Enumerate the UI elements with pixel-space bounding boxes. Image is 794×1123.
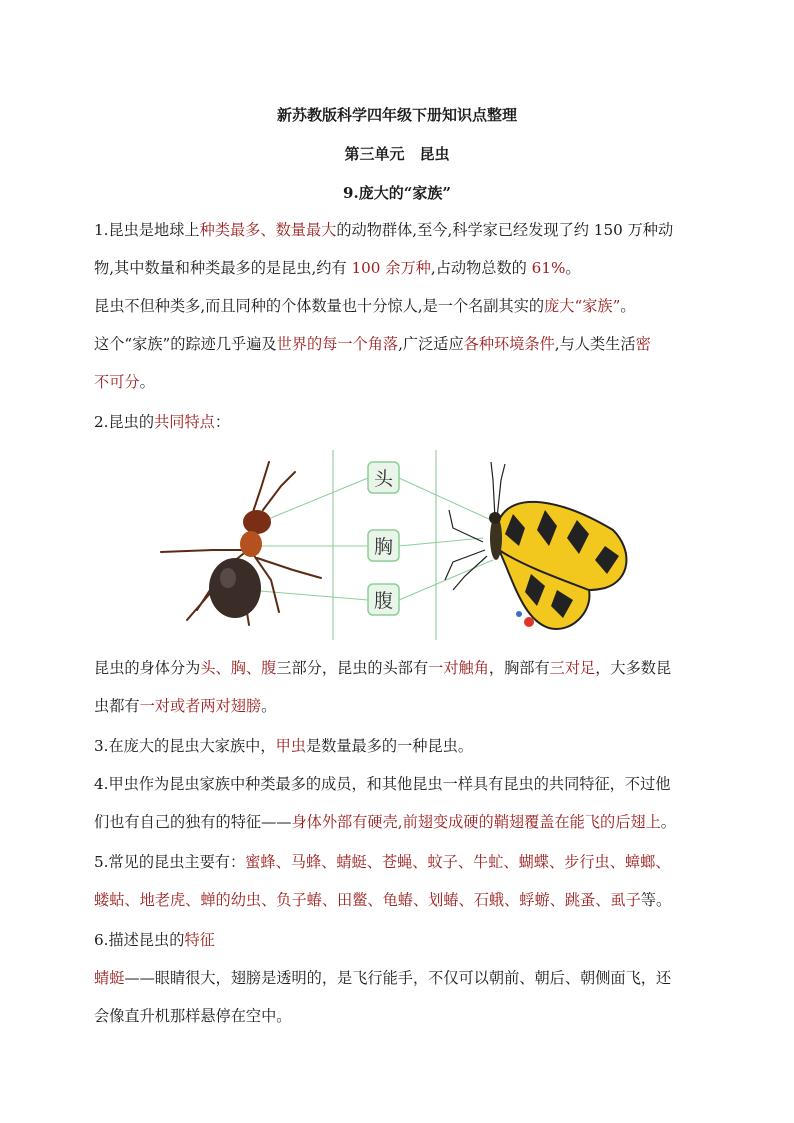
text: 3.在庞大的昆虫大家族中， <box>94 737 276 755</box>
text: 这个“家族”的踪迹几乎遍及 <box>94 335 277 353</box>
s2-line2 <box>94 690 706 723</box>
highlight: 庞大“家族” <box>544 297 621 315</box>
ant-image <box>161 462 321 625</box>
text: 。 <box>261 697 277 715</box>
text: 的动物群体,至今,科学家已经发现了约 150 万种动 <box>336 221 674 239</box>
text: 昆虫不但种类多,而且同种的个体数量也十分惊人,是一个名副其实的 <box>94 297 545 315</box>
s4-line1 <box>94 768 706 801</box>
text: 等。 <box>640 891 672 909</box>
highlight: 蜜蜂、马蜂、蜻蜓、苍蝇、蚊子、牛虻、蝴蝶、步行虫、蟑螂、 <box>245 853 671 871</box>
highlight: 密 <box>635 335 651 353</box>
text: ,占动物总数的 <box>430 259 532 277</box>
text: 1.昆虫是地球上 <box>94 221 200 239</box>
s2-line1 <box>94 652 706 685</box>
highlight: 世界的每一个角落 <box>276 335 399 353</box>
highlight: 甲虫 <box>275 737 306 755</box>
text: 虫都有 <box>94 697 140 715</box>
s1-line2 <box>94 252 706 285</box>
text: ，大多数昆 <box>595 659 672 677</box>
document-title: 新苏教版科学四年级下册知识点整理 <box>276 106 517 124</box>
highlight: 蜻蜓 <box>94 969 125 987</box>
text: ： <box>214 413 230 431</box>
highlight: 蝼蛄、地老虎、蝉的幼虫、负子蝽、田鳖、龟蝽、划蝽、石蛾、蜉蝣、跳蚤、虱子 <box>94 891 641 909</box>
s2-title <box>94 406 706 439</box>
s1-line4 <box>94 328 706 361</box>
s5-line2 <box>94 884 706 917</box>
text: 。 <box>565 259 581 277</box>
text: 三部分，昆虫的头部有 <box>276 659 429 677</box>
butterfly-image <box>445 462 626 629</box>
s6-title <box>94 924 706 957</box>
highlight: 、 <box>260 221 276 239</box>
s6-line1 <box>94 962 706 995</box>
text: 昆虫的身体分为 <box>94 659 201 677</box>
highlight: 身体外部有硬壳,前翅变成硬的鞘翅覆盖在能飞的后翅上 <box>291 813 661 831</box>
s1-line5 <box>94 366 706 399</box>
label-abdomen: 腹 <box>373 590 394 612</box>
text: 是数量最多的一种昆虫。 <box>305 737 473 755</box>
text: 4.甲虫作为昆虫家族中种类最多的成员，和其他昆虫一样具有昆虫的共同特征，不过他 <box>94 775 671 793</box>
text: 2.昆虫的 <box>94 413 155 431</box>
highlight: 头、胸、腹 <box>200 659 277 677</box>
lesson-title: 9.庞大的“家族” <box>343 184 451 202</box>
text: 。 <box>620 297 636 315</box>
highlight: 数量最大 <box>275 221 337 239</box>
highlight: 一对触角 <box>428 659 489 677</box>
unit-title: 第三单元 昆虫 <box>344 145 450 163</box>
text: ,与人类生活 <box>554 335 636 353</box>
highlight: 特征 <box>184 931 215 949</box>
text: ——眼睛很大，翅膀是透明的，是飞行能手，不仅可以朝前、朝后、朝侧面飞，还 <box>124 969 672 987</box>
text: 6.描述昆虫的 <box>94 931 185 949</box>
text: 。 <box>139 373 155 391</box>
highlight: 一对或者两对翅膀 <box>139 697 262 715</box>
s1-line3 <box>94 290 706 323</box>
text: 。 <box>660 813 676 831</box>
label-head: 头 <box>373 468 394 490</box>
s5-line1 <box>94 846 706 879</box>
text: ，胸部有 <box>488 659 550 677</box>
highlight: 各种环境条件 <box>463 335 555 353</box>
text: ,广泛适应 <box>398 335 464 353</box>
s3-line1 <box>94 730 706 763</box>
highlight: 种类最多 <box>199 221 261 239</box>
text: 会像直升机那样悬停在空中。 <box>94 1007 292 1025</box>
label-thorax: 胸 <box>373 536 394 558</box>
s6-line2 <box>94 1000 706 1033</box>
text: 物,其中数量和种类最多的是昆虫,约有 <box>94 259 352 277</box>
text: 们也有自己的独有的特征—— <box>94 813 292 831</box>
highlight: 61% <box>531 259 566 277</box>
s4-line2 <box>94 806 706 839</box>
highlight: 三对足 <box>549 659 596 677</box>
insect-body-figure <box>153 450 641 640</box>
highlight: 共同特点 <box>154 413 215 431</box>
highlight: 不可分 <box>94 373 140 391</box>
text: 5.常见的昆虫主要有： <box>94 853 246 871</box>
s1-line1 <box>94 214 706 247</box>
highlight: 100 余万种 <box>351 259 431 277</box>
